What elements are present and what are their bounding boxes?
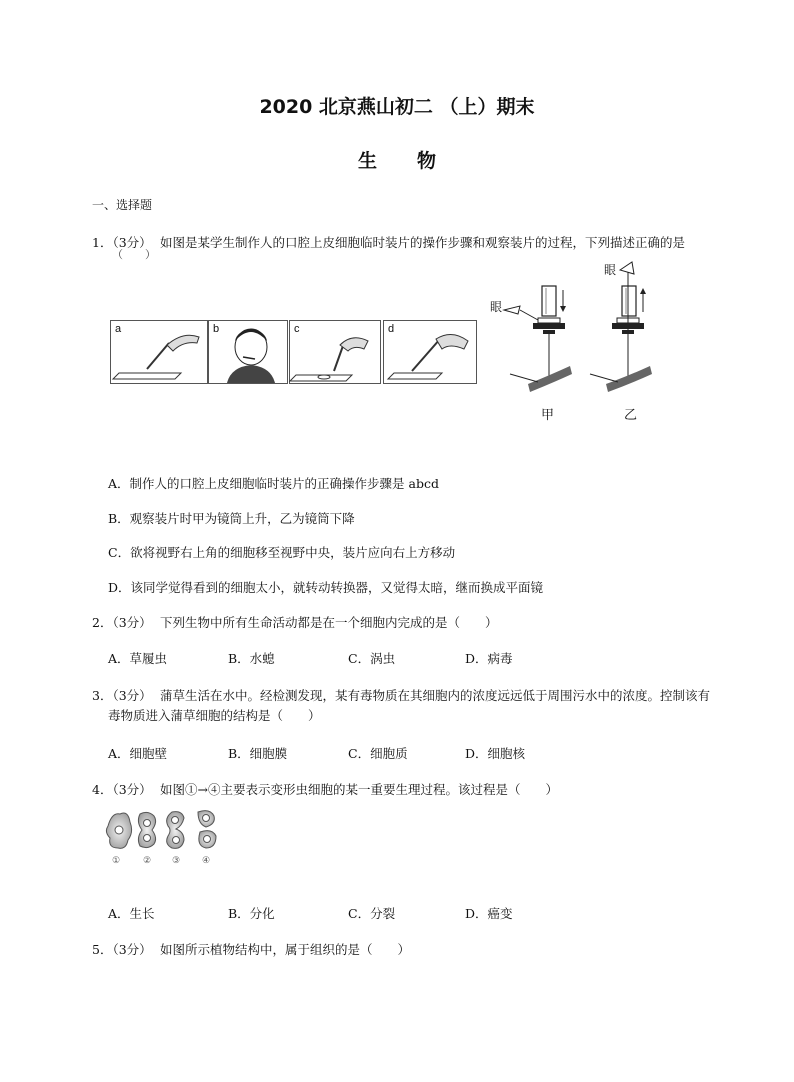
question-2-number: 2．（3分） (92, 615, 152, 630)
q3-option-b: B．细胞膜 (228, 746, 288, 761)
q4-option-b: B．分化 (228, 906, 275, 921)
q1-option-b: B．观察装片时甲为镜筒上升，乙为镜筒下降 (108, 511, 355, 526)
dropper-illustration (111, 321, 207, 383)
question-3-text-continued: 毒物质进入蒲草细胞的结构是（ ） (108, 708, 321, 723)
subject-title: 生物 (357, 150, 476, 172)
microscope-diagram (488, 258, 668, 423)
q1-option-c: C．欲将视野右上角的细胞移至视野中央，装片应向右上方移动 (108, 545, 456, 560)
q2-option-d: D．病毒 (465, 651, 513, 666)
question-5-text: 如图所示植物结构中，属于组织的是（ ） (160, 942, 411, 957)
tweezers-illustration (384, 321, 476, 383)
eye-label-left: 眼 (490, 300, 503, 314)
q2-option-c: C．涡虫 (348, 651, 396, 666)
scope-label-jia: 甲 (541, 408, 555, 423)
panel-label-a: a (115, 323, 122, 335)
q4-option-c: C．分裂 (348, 906, 396, 921)
question-2-text: 下列生物中所有生命活动都是在一个细胞内完成的是（ ） (160, 615, 498, 630)
q4-option-a: A．生长 (108, 906, 155, 921)
question-3-number: 3．（3分） (92, 688, 152, 703)
q2-option-b: B．水螅 (228, 651, 275, 666)
q3-option-d: D．细胞核 (465, 746, 526, 761)
scope-label-yi: 乙 (624, 408, 638, 423)
panel-label-d: d (388, 323, 395, 335)
slide-illustration (290, 321, 380, 383)
section-heading: 一、选择题 (92, 198, 153, 212)
figure-label-3: ③ (172, 856, 181, 866)
figure-label-1: ① (112, 856, 121, 866)
question-1-text: 如图是某学生制作人的口腔上皮细胞临时装片的操作步骤和观察装片的过程，下列描述正确的是 (160, 235, 686, 250)
eye-label-right: 眼 (604, 263, 617, 277)
q4-option-d: D．癌变 (465, 906, 513, 921)
page-title: 2020 北京燕山初二 （上）期末 (259, 96, 535, 118)
amoeba-division-figure (104, 808, 228, 860)
figure-panel-b (208, 320, 288, 384)
q1-option-d: D．该同学觉得看到的细胞太小，就转动转换器，又觉得太暗，继而换成平面镜 (108, 580, 544, 595)
q3-option-c: C．细胞质 (348, 746, 408, 761)
panel-label-c: c (294, 323, 300, 335)
question-4-text: 如图①→④主要表示变形虫细胞的某一重要生理过程。该过程是（ ） (160, 782, 558, 797)
q2-option-a: A．草履虫 (108, 651, 168, 666)
figure-panel-a (110, 320, 208, 384)
panel-label-b: b (213, 323, 220, 335)
question-3-text: 蒲草生活在水中。经检测发现，某有毒物质在其细胞内的浓度远远低于周围污水中的浓度。控制该有 (160, 688, 711, 703)
question-5-number: 5．（3分） (92, 942, 152, 957)
person-illustration (209, 321, 287, 383)
figure-panel-c (289, 320, 381, 384)
question-1-number: 1．（3分） (92, 235, 152, 250)
figure-label-4: ④ (202, 856, 211, 866)
figure-label-2: ② (143, 856, 152, 866)
question-1-bracket: （ ） (112, 248, 156, 261)
question-4-number: 4．（3分） (92, 782, 152, 797)
q3-option-a: A．细胞壁 (108, 746, 168, 761)
figure-panel-d (383, 320, 477, 384)
q1-option-a: A．制作人的口腔上皮细胞临时装片的正确操作步骤是 abcd (108, 476, 439, 491)
